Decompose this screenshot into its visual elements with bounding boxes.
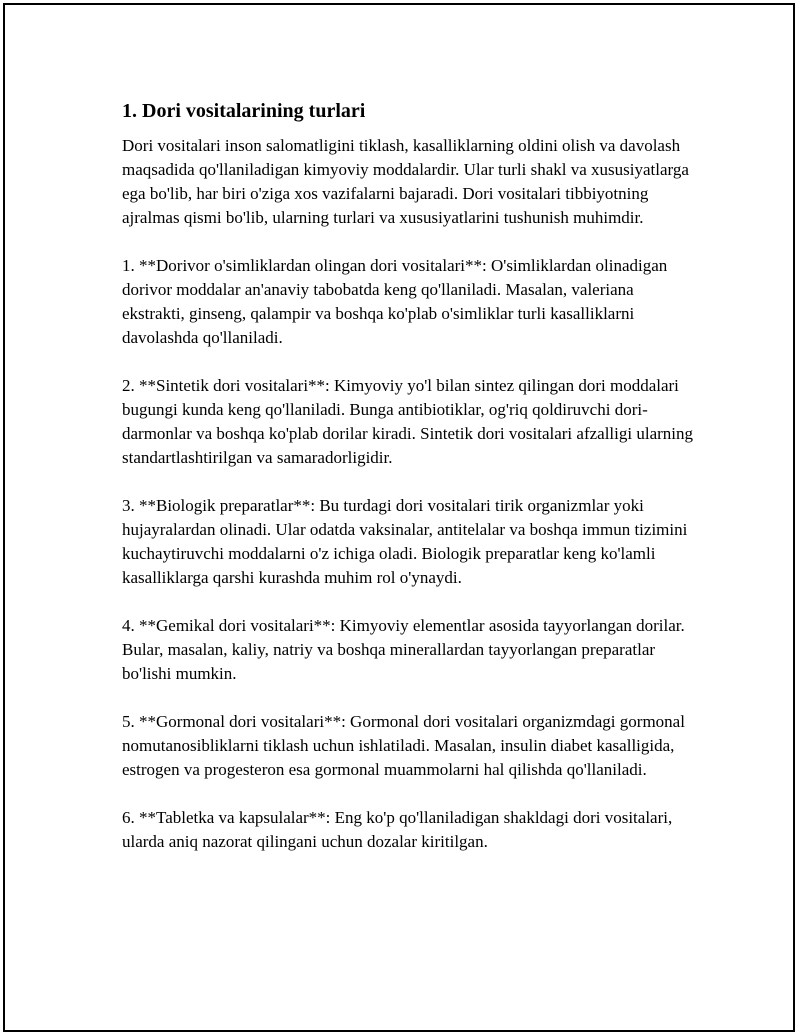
paragraph-biologik: 3. **Biologik preparatlar**: Bu turdagi dori vositalari tirik organizmlar yoki hujayralardan olinadi. Ular odatda vaksinalar, antitelalar va boshqa immun tizimini kuchaytiruvchi moddalarni o'z ichiga oladi. Biologik preparatlar keng ko'lamli kasalliklarga qarshi kurashda muhim rol o'ynaydi. <box>122 496 688 587</box>
intro-paragraph: Dori vositalari inson salomatligini tiklash, kasalliklarning oldini olish va davolash maqsadida qo'llaniladigan kimyoviy moddalardir. Ular turli shakl va xususiyatlarga ega bo'lib, har biri o'ziga xos vazifalarni bajaradi. Dori vositalari tibbiyotning ajralmas qismi bo'lib, ularning turlari va xususiyatlarini tushunish muhimdir. <box>122 136 689 227</box>
paragraph-gemikal: 4. **Gemikal dori vositalari**: Kimyoviy elementlar asosida tayyorlangan dorilar. Bular, masalan, kaliy, natriy va boshqa minerallardan tayyorlangan preparatlar bo'lishi mumkin. <box>122 616 685 683</box>
paragraph-sintetik: 2. **Sintetik dori vositalari**: Kimyoviy yo'l bilan sintez qilingan dori moddalari bugungi kunda keng qo'llaniladi. Bunga antibiotiklar, og'riq qoldiruvchi dori-darmonlar va boshqa ko'plab dorilar kiradi. Sintetik dori vositalari afzalligi ularning standartlashtirilgan va samaradorligidir. <box>122 376 693 467</box>
paragraph-gormonal: 5. **Gormonal dori vositalari**: Gormonal dori vositalari organizmdagi gormonal nomutanosibliklarni tiklash uchun ishlatiladi. Masalan, insulin diabet kasalligida, estrogen va progesteron esa gormonal muammolarni hal qilishda qo'llaniladi. <box>122 712 685 779</box>
paragraph-dorivor-osimliklar: 1. **Dorivor o'simliklardan olingan dori vositalari**: O'simliklardan olinadigan dorivor moddalar an'anaviy tabobatda keng qo'llaniladi. Masalan, valeriana ekstrakti, ginseng, qalampir va boshqa ko'plab o'simliklar turli kasalliklarni davolashda qo'llaniladi. <box>122 256 668 347</box>
page-frame <box>3 3 795 1032</box>
document-body <box>122 98 697 878</box>
paragraph-tabletka: 6. **Tabletka va kapsulalar**: Eng ko'p qo'llaniladigan shakldagi dori vositalari, ularda aniq nazorat qilingani uchun dozalar kiritilgan. <box>122 808 673 851</box>
page-title: 1. Dori vositalarining turlari <box>122 100 366 122</box>
